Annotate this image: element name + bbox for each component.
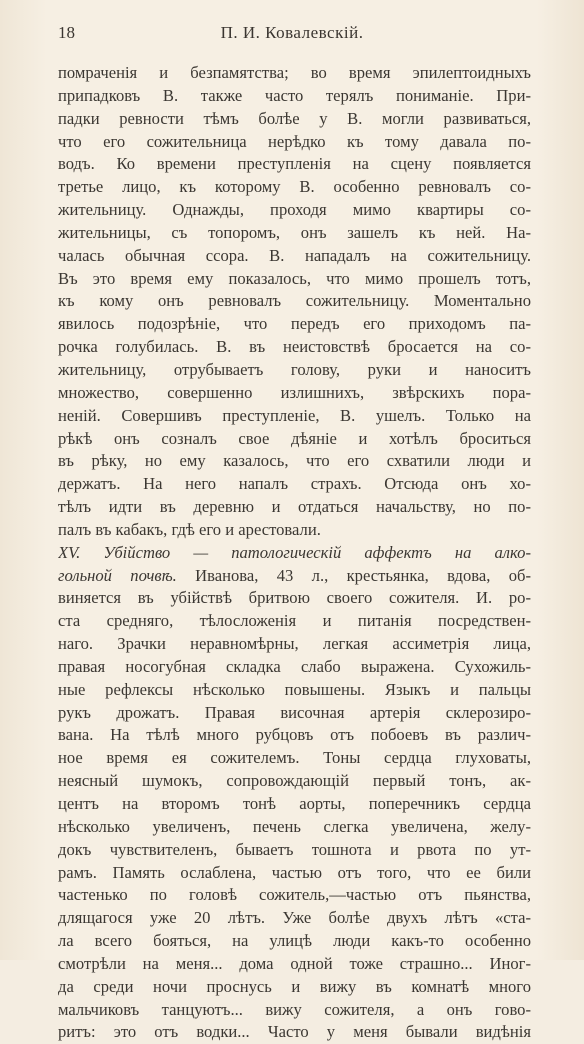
text-line: падки ревности тѣмъ болѣе у В. могли развиваться, — [58, 108, 531, 128]
text-line: нѣсколько увеличенъ, печень слегка увеличена, желу- — [58, 816, 531, 836]
text-line: мальчиковъ танцуютъ... вижу сожителя, а онъ гово- — [58, 999, 531, 1019]
text-line: припадковъ В. также часто терялъ пониманіе. При- — [58, 85, 531, 105]
text-line: третье лицо, къ которому В. особенно ревновалъ со- — [58, 177, 531, 197]
case-heading-italic: XV. Убійство — патологическій аффектъ на алко- — [58, 542, 531, 562]
text-line: жительницы, съ топоромъ, онъ зашелъ къ ней. На- — [58, 222, 531, 242]
text-line: множество, совершенно излишнихъ, звѣрскихъ пора- — [58, 382, 531, 402]
text-line: ла всего бояться, на улицѣ люди какъ-то особенно — [58, 931, 531, 951]
text-line: рукъ дрожатъ. Правая височная артерія склерозиро- — [58, 702, 531, 722]
text-line: держатъ. На него напалъ страхъ. Отсюда онъ хо- — [58, 474, 531, 494]
text-line: неній. Совершивъ преступленіе, В. ушелъ. Только на — [58, 405, 531, 425]
running-head: П. И. Ковалевскій. — [220, 23, 364, 42]
page-header — [58, 18, 526, 48]
text-line: рамъ. Память ослаблена, частью отъ того, что ее били — [58, 862, 531, 882]
text-line: Въ это время ему показалось, что мимо прошелъ тотъ, — [58, 268, 531, 288]
body-text — [58, 62, 531, 1044]
text-line: ста средняго, тѣлосложенія и питанія посредствен- — [58, 611, 531, 631]
page-number: 18 — [58, 23, 75, 42]
text-line: правая носогубная складка слабо выражена. Сухожиль- — [58, 656, 531, 676]
text-line: жительницу, отрубываетъ голову, руки и наноситъ — [58, 359, 531, 379]
case-heading-continuation-line — [58, 565, 531, 588]
text-line: вана. На тѣлѣ много рубцовъ отъ побоевъ въ различ- — [58, 725, 531, 745]
text-line: докъ чувствителенъ, бываетъ тошнота и рвота по ут- — [58, 839, 531, 859]
text-line: длящагося уже 20 лѣтъ. Уже болѣе двухъ лѣтъ «ста- — [58, 908, 531, 928]
text-line: рочка голубилась. В. въ неистовствѣ бросается на со- — [58, 337, 531, 357]
text-line: тѣлъ идти въ деревню и отдаться начальству, но по- — [58, 497, 531, 517]
text-line: неясный шумокъ, сопровождающій первый тонъ, ак- — [58, 771, 531, 791]
text-line: водъ. Ко времени преступленія на сцену появляется — [58, 154, 531, 174]
text-line: явилось подозрѣніе, что передъ его приходомъ па- — [58, 314, 531, 334]
text-line: центъ на второмъ тонѣ аорты, поперечникъ сердца — [58, 794, 531, 813]
case-heading-italic-continuation: гольной почвѣ. — [58, 565, 177, 585]
text-line: чалась обычная ссора. В. нападалъ на сожительницу. — [58, 245, 531, 265]
text-line: ритъ: это отъ водки... Часто у меня бывали видѣнія — [58, 1022, 531, 1042]
text-line: ное время ея сожителемъ. Тоны сердца глуховаты, — [58, 748, 531, 768]
paragraph-end-line: палъ въ кабакъ, гдѣ его и арестовали. — [58, 519, 321, 539]
text-line: наго. Зрачки неравномѣрны, легкая ассиметрія лица, — [58, 634, 531, 654]
text-line: къ кому онъ ревновалъ сожительницу. Моментально — [58, 291, 531, 311]
text-line: смотрѣли на меня... дома одной тоже страшно... Иног- — [58, 953, 531, 973]
text-line: ные рефлексы нѣсколько повышены. Языкъ и пальцы — [58, 679, 531, 699]
text-line: жительницу. Однажды, проходя мимо квартиры со- — [58, 200, 531, 220]
text-line: да среди ночи проснусь и вижу въ комнатѣ много — [58, 976, 531, 996]
text-line: рѣкѣ онъ созналъ свое дѣяніе и хотѣлъ броситься — [58, 428, 531, 448]
text-line: частенько по головѣ сожитель,—частью отъ пьянства, — [58, 885, 531, 905]
text-line: въ рѣку, но ему казалось, что его схватили люди и — [58, 451, 531, 471]
text-line: виняется въ убійствѣ бритвою своего сожителя. И. ро- — [58, 588, 531, 608]
text-line: что его сожительница нерѣдко къ тому давала по- — [58, 131, 531, 151]
case-heading-line — [58, 542, 531, 565]
case-heading-rest: Иванова, 43 л., крестьянка, вдова, об- — [176, 565, 531, 585]
text-line: помраченія и безпамятства; во время эпилептоидныхъ — [58, 63, 531, 82]
